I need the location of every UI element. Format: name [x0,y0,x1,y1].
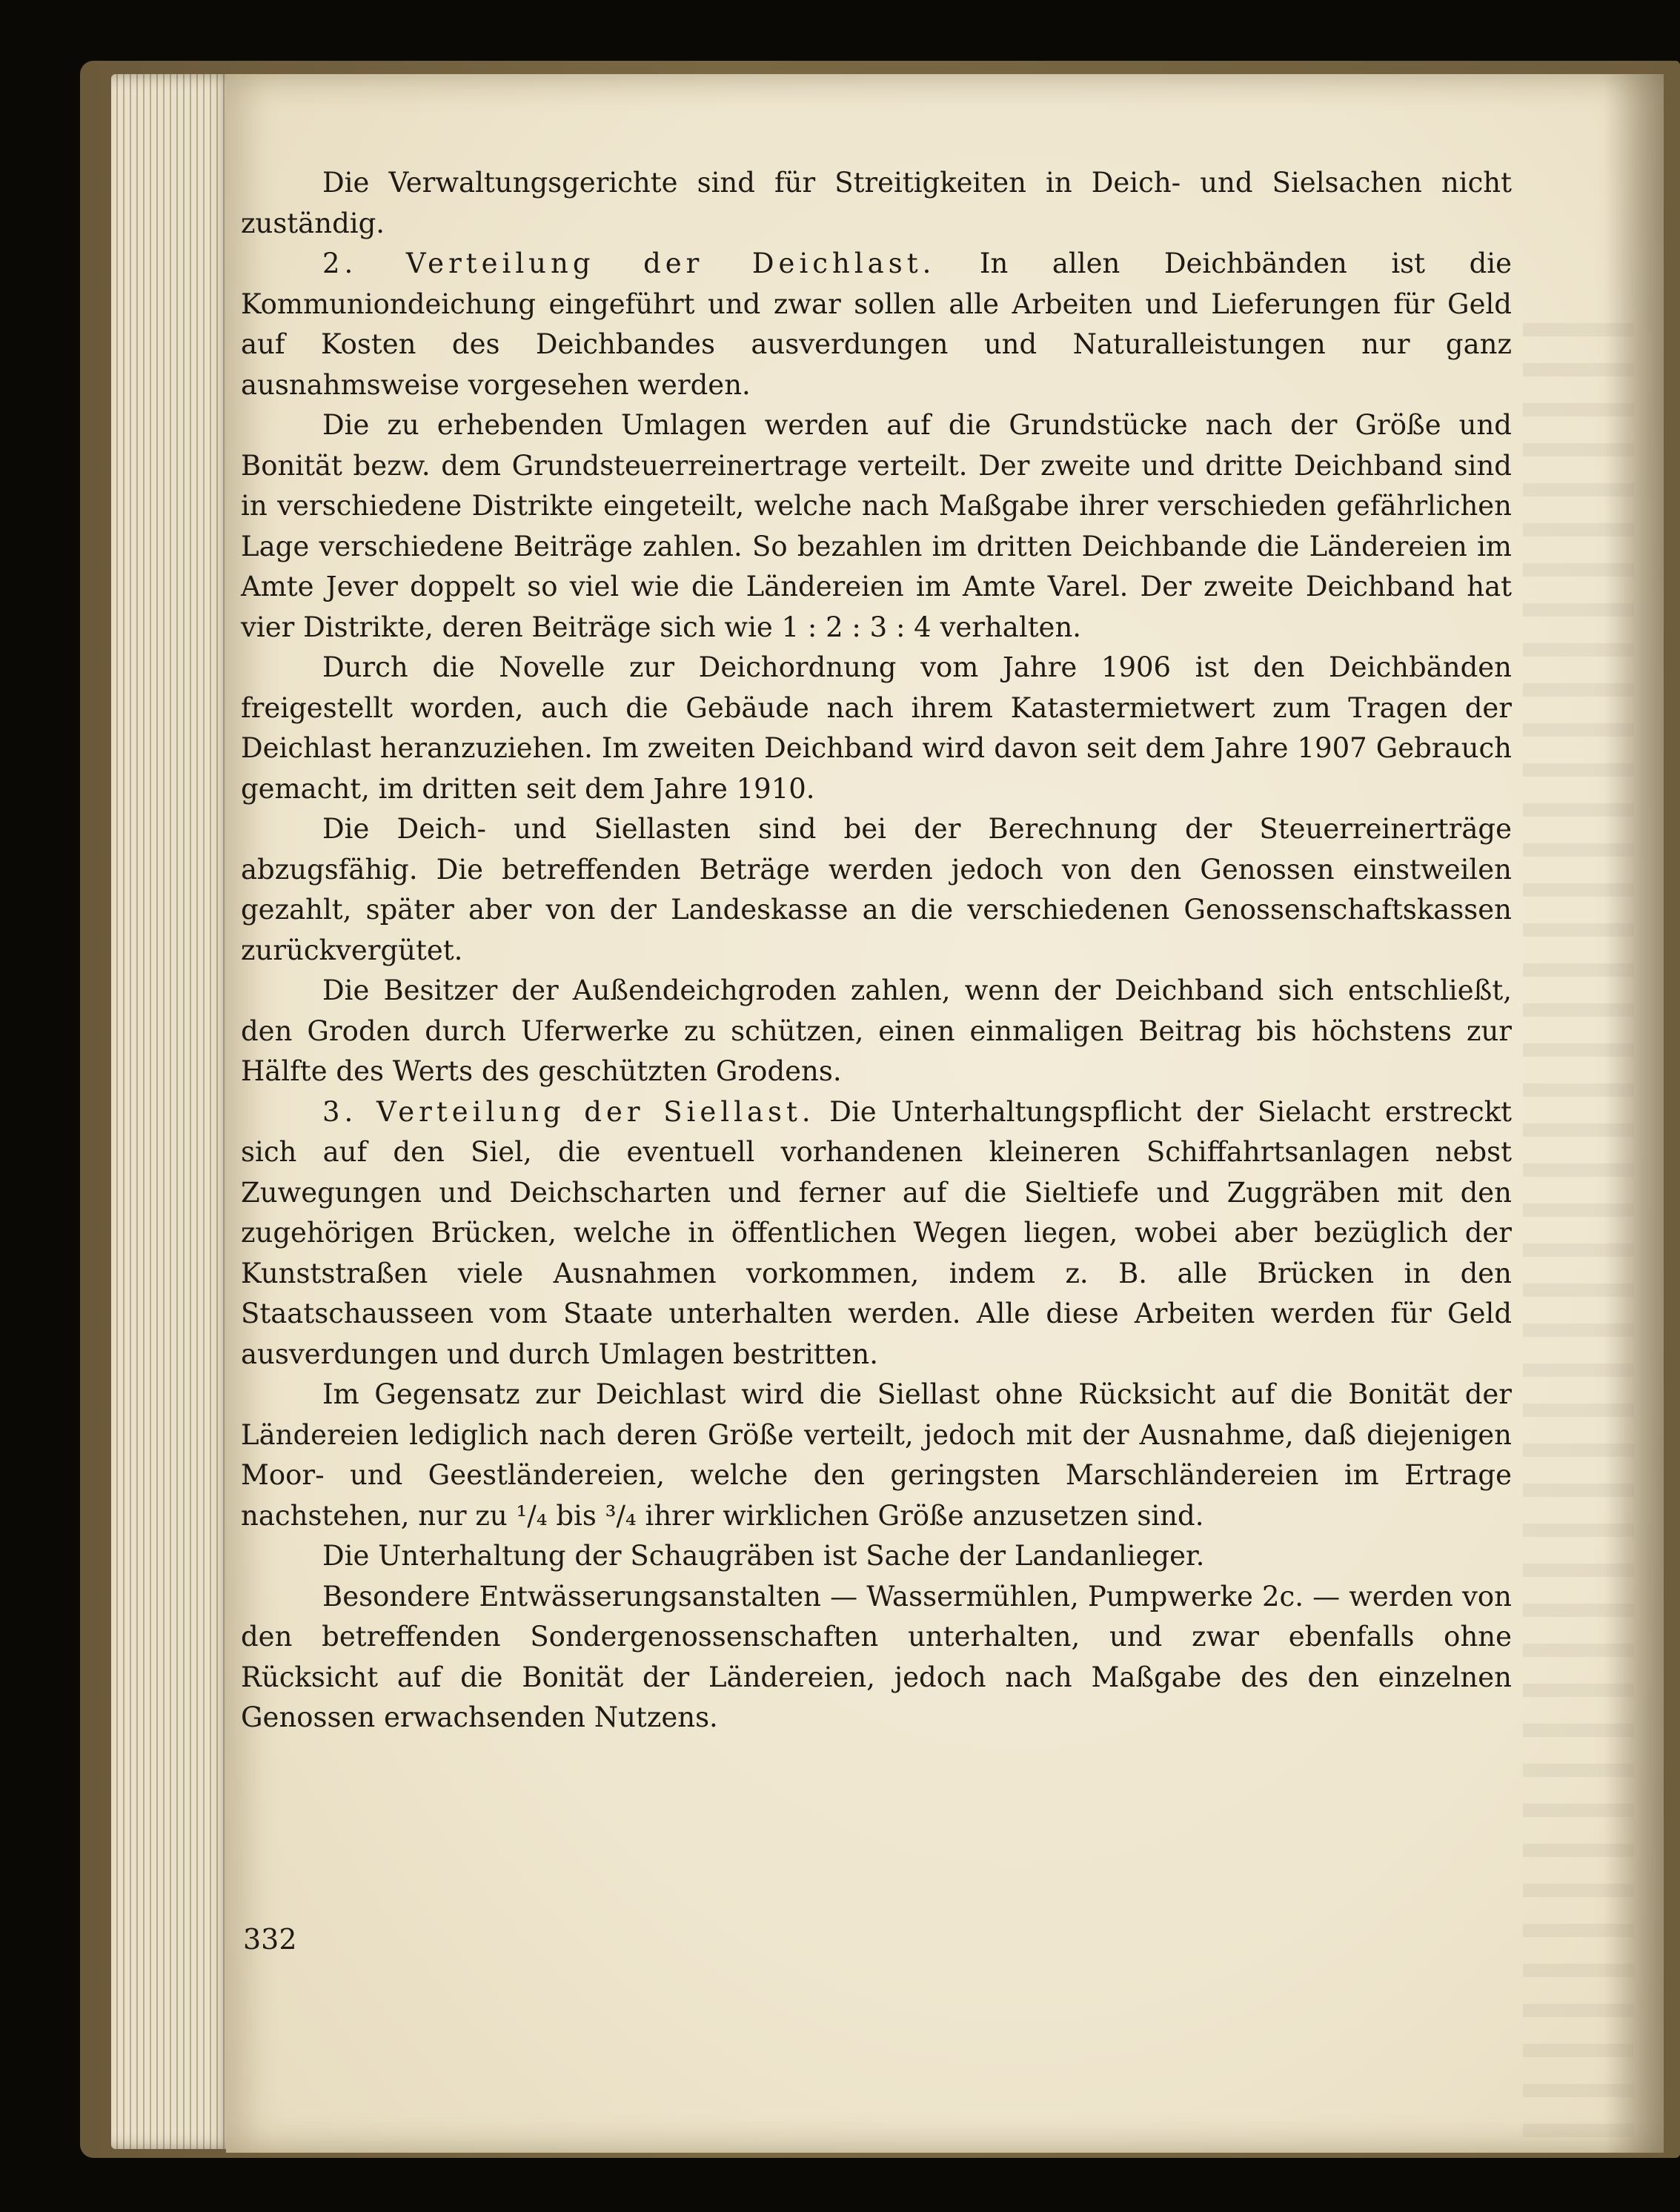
paragraph [241,648,1512,809]
paragraph-text: Durch die Novelle zur Deichordnung vom Jahre 1906 ist den Deichbänden freigestellt worden, auch die Gebäude nach ihrem Katastermietwert zum Tragen der Deichlast heranzuziehen. Im zweiten Deichband wird davon seit dem Jahre 1907 Gebrauch gemacht, im dritten seit dem Jahre 1910. [241,651,1512,805]
paragraph [241,971,1512,1092]
paragraph [241,163,1512,244]
paragraph-text: Die Unterhaltungspflicht der Sielacht erstreckt sich auf den Siel, die eventuell vorhandenen kleineren Schiffahrtsanlagen nebst Zuwegungen und Deichscharten und ferner auf die Sieltiefe und Zuggräben mit den zugehörigen Brücken, welche in öffentlichen Wegen liegen, wobei aber bezüglich der Kunststraßen viele Ausnahmen vorkommen, indem z. B. alle Brücken in den Staatschausseen vom Staate unterhalten werden. Alle diese Arbeiten werden für Geld ausverdungen und durch Umlagen bestritten. [241,1095,1512,1370]
paragraph-text: Die zu erhebenden Umlagen werden auf die Grundstücke nach der Größe und Bonität bezw. dem Grundsteuerreinertrage verteilt. Der zweite und dritte Deichband sind in verschiedene Distrikte eingeteilt, welche nach Maßgabe ihrer verschieden gefährlichen Lage verschiedene Beiträge zahlen. So bezahlen im dritten Deichbande die Ländereien im Amte Jever doppelt so viel wie die Ländereien im Amte Varel. Der zweite Deichband hat vier Distrikte, deren Beiträge sich wie 1 : 2 : 3 : 4 verhalten. [241,409,1512,643]
paragraph-text: Besondere Entwässerungsanstalten — Wassermühlen, Pumpwerke 2c. — werden von den betreffenden Sondergenossenschaften unterhalten, und zwar ebenfalls ohne Rücksicht auf die Bonität der Ländereien, jedoch nach Maßgabe des den einzelnen Genossen erwachsenden Nutzens. [241,1580,1512,1733]
paragraph-text: Die Unterhaltung der Schaugräben ist Sache der Landanlieger. [322,1540,1205,1572]
section-heading: 3. Verteilung der Siellast. [322,1095,815,1128]
paragraph-text: Im Gegensatz zur Deichlast wird die Siellast ohne Rücksicht auf die Bonität der Ländereien lediglich nach deren Größe verteilt, jedoch mit der Ausnahme, daß diejenigen Moor- und Geestländereien, welche den geringsten Marschländereien im Ertrage nachstehen, nur zu ¹/₄ bis ³/₄ ihrer wirklichen Größe anzusetzen sind. [241,1378,1512,1532]
paragraph [241,405,1512,648]
paragraph [241,1092,1512,1375]
body-text [241,163,1512,1738]
paragraph-text: Die Verwaltungsgerichte sind für Streitigkeiten in Deich- und Sielsachen nicht zuständig. [241,167,1512,239]
section-heading: 2. Verteilung der Deichlast. [322,248,936,279]
paragraph [241,1577,1512,1738]
paragraph [241,809,1512,971]
bleed-through-texture [1523,296,1634,2149]
paragraph-text: In allen Deichbänden ist die Kommuniondeichung eingeführt und zwar sollen alle Arbeiten und Lieferungen für Geld auf Kosten des Deichbandes ausverdungen und Naturalleistungen nur ganz ausnahmsweise vorgesehen werden. [241,248,1512,401]
paragraph-text: Die Deich- und Siellasten sind bei der Berechnung der Steuerreinerträge abzugsfähig. Die betreffenden Beträge werden jedoch von den Genossen einstweilen gezahlt, später aber von der Landeskasse an die verschiedenen Genossenschaftskassen zurückvergütet. [241,813,1512,966]
paragraph [241,1375,1512,1536]
paragraph [241,1536,1512,1577]
paragraph [241,244,1512,405]
page-number: 332 [243,1923,297,1956]
paragraph-text: Die Besitzer der Außendeichgroden zahlen, wenn der Deichband sich entschließt, den Groden durch Uferwerke zu schützen, einen einmaligen Beitrag bis höchstens zur Hälfte des Werts des geschützten Grodens. [241,974,1512,1087]
page-stack-edge [111,74,237,2149]
